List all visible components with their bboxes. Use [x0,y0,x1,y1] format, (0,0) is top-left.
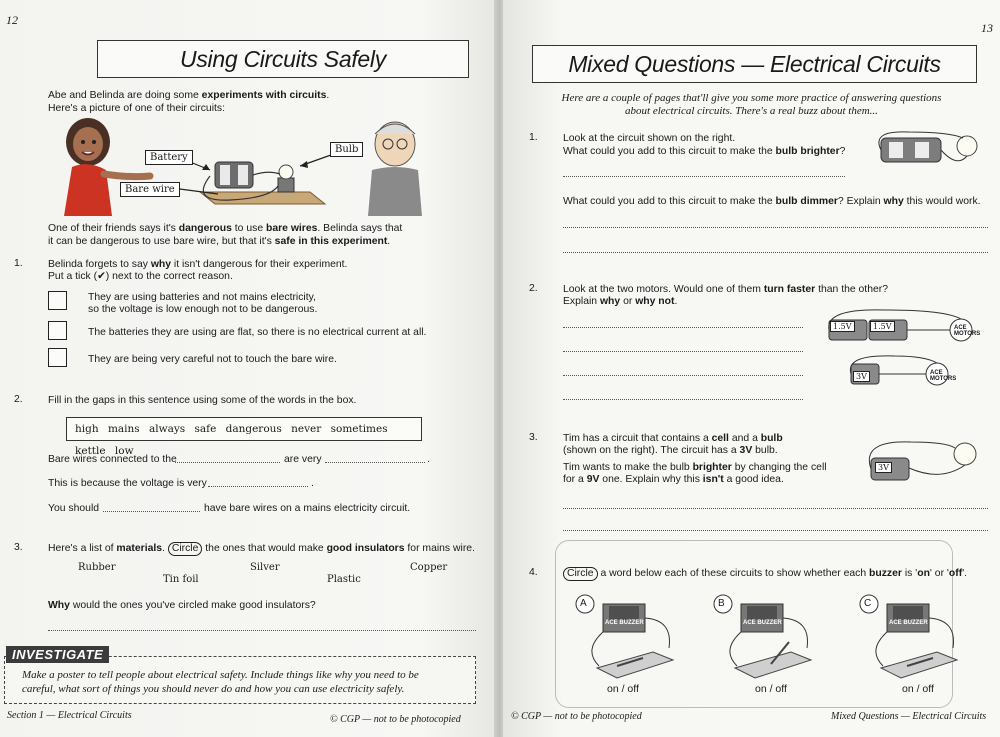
circuit-illustration [50,112,430,220]
cell-label-1: 1.5V [830,321,855,332]
boy-figure [368,122,422,216]
q2-sentence-1a: Bare wires connected to the [48,454,177,465]
q2-line-1: Look at the two motors. Would one of them turn faster than the other? [563,284,888,295]
q3-line-3: Tim wants to make the bulb brighter by changing the cell [563,462,827,473]
material-tin-foil[interactable]: Tin foil [163,574,199,585]
bulb-graphic [278,165,294,192]
tick-box-3[interactable] [48,348,67,367]
buzzer-circuit-b [714,595,811,678]
title-box [532,45,977,83]
q1-line-1: Belinda forgets to say why it isn't dangerous for their experiment. [48,259,348,270]
tick-box-1[interactable] [48,291,67,310]
motor-label-1: ACE MOTORS [954,325,981,337]
q1-line-2: Put a tick (✔) next to the correct reason. [48,271,233,282]
page-title: Mixed Questions — Electrical Circuits [568,51,941,77]
option-1-line-1: They are using batteries and not mains electricity, [88,292,316,303]
material-copper[interactable]: Copper [410,562,448,573]
gap-3[interactable] [208,486,308,487]
bulb-label: Bulb [330,142,363,157]
footer-section: Section 1 — Electrical Circuits [7,710,132,721]
q3-answer-2[interactable] [563,530,988,531]
q3-answer-1[interactable] [563,508,988,509]
word-box: high mains always safe dangerous never sometimes kettle low [66,417,422,441]
cell-label-3: 3V [853,371,870,382]
q2-prompt: Fill in the gaps in this sentence using some of the words in the box. [48,395,357,406]
page-title: Using Circuits Safely [180,46,386,72]
friends-line-1: One of their friends says it's dangerous to use bare wires. Belinda says that [48,223,403,234]
on-off-a[interactable]: on / off [607,683,639,695]
material-rubber[interactable]: Rubber [78,562,116,573]
buzzer-circuit-a [576,595,673,678]
q1-line-2: What could you add to this circuit to make the bulb brighter? [563,146,846,157]
circuit-b-letter: B [718,598,725,609]
q2-answer-1[interactable] [563,327,803,328]
title-box [97,40,469,78]
q3-cell-label: 3V [875,462,892,473]
investigate-label: INVESTIGATE [6,646,109,663]
q3-why: Why would the ones you've circled make good insulators? [48,600,316,611]
q4-number: 4. [529,567,538,578]
q3-number: 3. [529,432,538,443]
material-silver[interactable]: Silver [250,562,280,573]
q3-number: 3. [14,542,23,553]
buzzer-circuits [573,590,993,680]
q2-sentence-3b: have bare wires on a mains electricity circuit. [204,503,411,514]
page-number: 12 [6,13,18,27]
left-page [0,0,496,737]
investigate-text-1: Make a poster to tell people about electrical safety. Include things like why you need to be [22,669,419,681]
q2-sentence-1b: are very [284,454,322,465]
q2-line-2: Explain why or why not. [563,296,678,307]
material-plastic[interactable]: Plastic [327,574,361,585]
q3-answer-line[interactable] [48,630,476,631]
cell-label-2: 1.5V [870,321,895,332]
gap-1[interactable] [175,462,280,463]
q2-sentence-1c: . [427,454,430,465]
battery-label: Battery [145,150,193,165]
right-page [503,0,1000,737]
q3-line-4: for a 9V one. Explain why this isn't a good idea. [563,474,784,485]
intro-line-1: Here are a couple of pages that'll give you some more practice of answering questions [561,92,942,104]
intro-line-2: about electrical circuits. There's a real buzz about them... [625,105,878,117]
q1-circuit-diagram [869,128,989,174]
q1-line-3: What could you add to this circuit to make the bulb dimmer? Explain why this would work. [563,196,981,207]
q4-prompt: Circle a word below each of these circuits to show whether each buzzer is 'on' or 'off'. [563,567,967,581]
q2-answer-4[interactable] [563,399,803,400]
option-1-line-2: so the voltage is low enough not to be dangerous. [88,304,318,315]
motors-diagram [825,304,999,396]
q2-sentence-2b: . [311,478,314,489]
option-2-line: The batteries they are using are flat, so there is no electrical current at all. [88,327,427,338]
page-number: 13 [981,21,993,35]
q1-number: 1. [529,132,538,143]
q2-sentence-3a: You should [48,503,100,514]
battery-graphic [215,162,253,188]
gap-2[interactable] [325,462,425,463]
q1-answer-2[interactable] [563,227,988,228]
q2-number: 2. [529,283,538,294]
intro-line-2: Here's a picture of one of their circuits: [48,103,225,114]
tick-box-2[interactable] [48,321,67,340]
q2-number: 2. [14,394,23,405]
gap-4[interactable] [103,511,200,512]
circuit-a-letter: A [580,598,587,609]
q3-line-2: (shown on the right). The circuit has a 3V bulb. [563,445,778,456]
footer-copyright: © CGP — not to be photocopied [330,714,461,725]
buzzer-label-b: ACE BUZZER [743,620,782,626]
q1-answer-3[interactable] [563,252,988,253]
bare-wire-label: Bare wire [120,182,180,197]
on-off-b[interactable]: on / off [755,683,787,695]
q2-sentence-2a: This is because the voltage is very [48,478,207,489]
option-3-line: They are being very careful not to touch the bare wire. [88,354,337,365]
footer-copyright: © CGP — not to be photocopied [511,711,642,722]
on-off-c[interactable]: on / off [902,683,934,695]
intro-line-1: Abe and Belinda are doing some experiments with circuits. [48,90,330,101]
motor-label-2: ACE MOTORS [930,370,957,382]
investigate-text-2: careful, what sort of things you should never do and how you can use electricity safely. [22,683,405,695]
footer-section: Mixed Questions — Electrical Circuits [831,711,987,722]
q1-line-1: Look at the circuit shown on the right. [563,133,736,144]
q3-prompt: Here's a list of materials. Circle the ones that would make good insulators for mains wire. [48,543,475,554]
friends-line-2: it can be dangerous to use bare wire, but that it's safe in this experiment. [48,236,391,247]
q2-answer-2[interactable] [563,351,803,352]
q1-number: 1. [14,258,23,269]
buzzer-label-c: ACE BUZZER [889,620,928,626]
q1-answer-1[interactable] [563,176,845,177]
q3-line-1: Tim has a circuit that contains a cell and a bulb [563,433,783,444]
buzzer-circuit-c [860,595,957,678]
q2-answer-3[interactable] [563,375,803,376]
girl-figure [64,118,150,216]
circuit-c-letter: C [864,598,872,609]
buzzer-label-a: ACE BUZZER [605,620,644,626]
